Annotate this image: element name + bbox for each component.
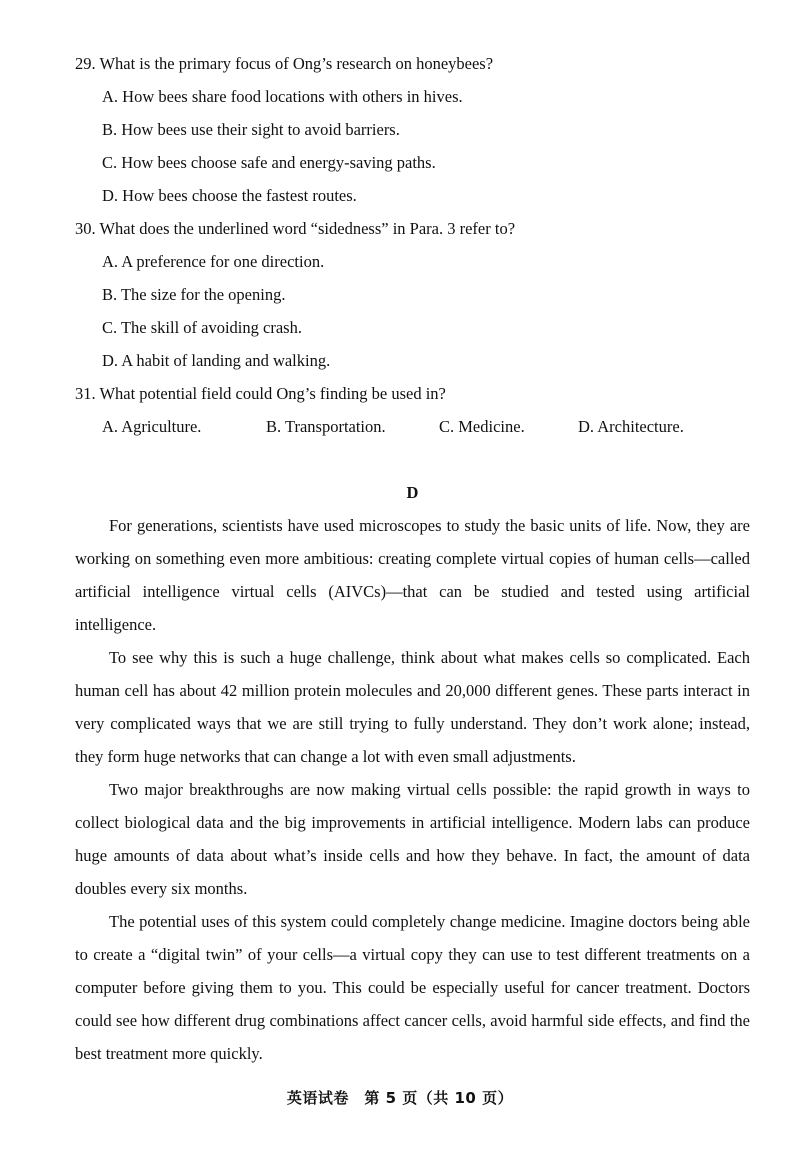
question-stem	[75, 212, 750, 245]
option-a: A. How bees share food locations with others in hives.	[102, 87, 463, 106]
question-text: What potential field could Ong’s finding be used in?	[99, 384, 446, 403]
options-row	[75, 410, 750, 443]
option-c: C. The skill of avoiding crash.	[102, 318, 302, 337]
option-c: C. Medicine.	[439, 417, 525, 436]
question-text: What does the underlined word “sidedness” in Para. 3 refer to?	[99, 219, 516, 238]
option-b: B. The size for the opening.	[102, 285, 286, 304]
option-b: B. How bees use their sight to avoid barriers.	[102, 120, 400, 139]
paragraph-2: To see why this is such a huge challenge, think about what makes cells so complicated. Each human cell has about 42 million protein molecules and 20,000 different genes. These parts interact in very complicated ways that we are still trying to fully understand. They don’t work alone; instead, they form huge networks that can change a lot with even small adjustments.	[75, 648, 750, 766]
question-number: 31.	[75, 384, 96, 403]
paragraph-3: Two major breakthroughs are now making virtual cells possible: the rapid growth in ways to collect biological data and the big improvements in artificial intelligence. Modern labs can produce huge amounts of data about what’s inside cells and how they behave. In fact, the amount of data doubles every six months.	[75, 780, 750, 898]
question-stem	[75, 377, 750, 410]
question-stem	[75, 47, 750, 80]
option-a: A. A preference for one direction.	[102, 252, 325, 271]
paragraph-1: For generations, scientists have used microscopes to study the basic units of life. Now, they are working on something even more ambitious: creating complete virtual copies of human cells—called artificial intelligence virtual cells (AIVCs)—that can be studied and tested using artificial intelligence.	[75, 516, 750, 634]
question-text: What is the primary focus of Ong’s research on honeybees?	[99, 54, 494, 73]
question-30	[75, 212, 750, 377]
option-d: D. How bees choose the fastest routes.	[102, 186, 357, 205]
paragraph-4: The potential uses of this system could completely change medicine. Imagine doctors being able to create a “digital twin” of your cells—a virtual copy they can use to test different treatments on a computer before giving them to you. This could be especially useful for cancer treatment. Doctors could see how different drug combinations affect cancer cells, avoid harmful side effects, and find the best treatment more quickly.	[75, 912, 750, 1063]
exam-page	[75, 47, 750, 1070]
option-a: A. Agriculture.	[102, 417, 202, 436]
page-footer: 英语试卷 第 5 页（共 10 页）	[286, 1089, 514, 1107]
question-29	[75, 47, 750, 212]
option-b: B. Transportation.	[266, 417, 386, 436]
question-number: 29.	[75, 54, 96, 73]
option-d: D. Architecture.	[578, 417, 684, 436]
question-31	[75, 377, 750, 443]
option-c: C. How bees choose safe and energy-saving paths.	[102, 153, 436, 172]
section-heading: D	[406, 483, 419, 502]
question-number: 30.	[75, 219, 96, 238]
passage-d	[75, 476, 750, 1070]
option-d: D. A habit of landing and walking.	[102, 351, 331, 370]
